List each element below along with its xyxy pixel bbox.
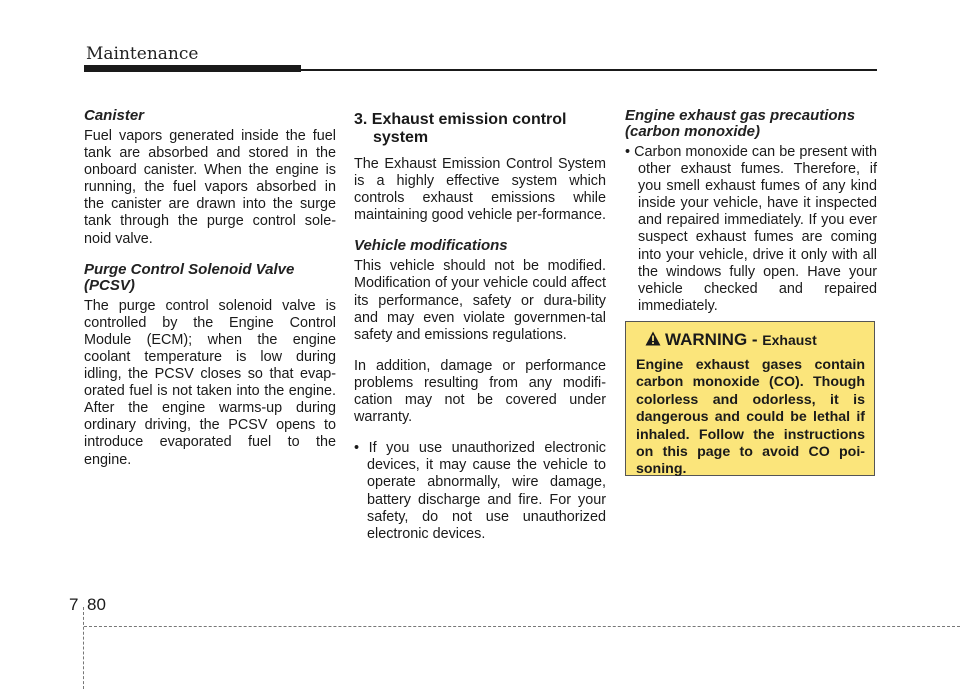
pcsv-paragraph: The purge control solenoid valve is controlled by the Engine Control Module (ECM); when the engine coolant temperature is low during idling, the PCSV closes so that evap-orated fuel is not taken into the engine. After the engine warms-up during ordinary driving, the PCSV opens to introduce evaporated fuel to the engine. — [84, 297, 336, 468]
canister-heading: Canister — [84, 107, 145, 124]
exhaust-intro-paragraph: The Exhaust Emission Control System is a highly effective system which controls exhaust emissions while maintaining good vehicle per-formance. — [354, 156, 606, 224]
column-left — [84, 108, 336, 483]
page-number: 80 — [87, 595, 106, 614]
exhaust-precautions-heading: Engine exhaust gas precautions (carbon monoxide) — [625, 107, 856, 140]
footer-rule — [84, 626, 960, 627]
warning-box — [625, 321, 875, 476]
header-rule-thin — [301, 69, 877, 71]
damage-paragraph: In addition, damage or performance problems resulting from any modifi-cation may not be covered under warranty. — [354, 357, 606, 426]
footer-vertical-rule — [83, 607, 84, 689]
column-right — [625, 108, 877, 315]
warning-topic: Exhaust — [762, 332, 817, 348]
electronic-devices-bullet: • If you use unauthorized electronic devices, it may cause the vehicle to operate abnormally, wire damage, battery discharge and fire. For your safety, do not use unauthorized electronic devices. — [354, 440, 606, 542]
page-header-title: Maintenance — [86, 44, 199, 64]
canister-paragraph: Fuel vapors generated inside the fuel tank are absorbed and stored in the onboard canister. When the engine is running, the fuel vapors absorbed in the canister are drawn into the surge tank through the purge control sole-noid valve. — [84, 128, 336, 247]
pcsv-heading: Purge Control Solenoid Valve (PCSV) — [84, 260, 295, 294]
header-rule-thick — [84, 65, 301, 72]
warning-header — [636, 330, 865, 350]
modifications-paragraph: This vehicle should not be modified. Modification of your vehicle could affect its performance, safety or dura-bility and may even violate governmen-tal safety and emissions regulations. — [354, 258, 606, 343]
warning-triangle-icon — [645, 331, 661, 346]
warning-text: Engine exhaust gases contain carbon monoxide (CO). Though colorless and odorless, it is dangerous and could be lethal if inhaled. Follow the instructions on this page to avoid CO poi-soning. — [636, 357, 865, 478]
exhaust-section-heading: 3. Exhaust emission control system — [354, 111, 567, 146]
carbon-monoxide-bullet: • Carbon monoxide can be present with other exhaust fumes. Therefore, if you smell exhaust fumes of any kind inside your vehicle, have it inspected and repaired immediately. If you ever suspect exhaust fumes are coming into your vehicle, drive it only with all the windows fully open. Have your vehicle checked and repaired immediately. — [625, 144, 877, 314]
chapter-number: 7 — [69, 595, 79, 614]
vehicle-modifications-heading: Vehicle modifications — [354, 237, 508, 255]
warning-label: WARNING - — [665, 330, 763, 349]
column-middle — [354, 108, 606, 543]
